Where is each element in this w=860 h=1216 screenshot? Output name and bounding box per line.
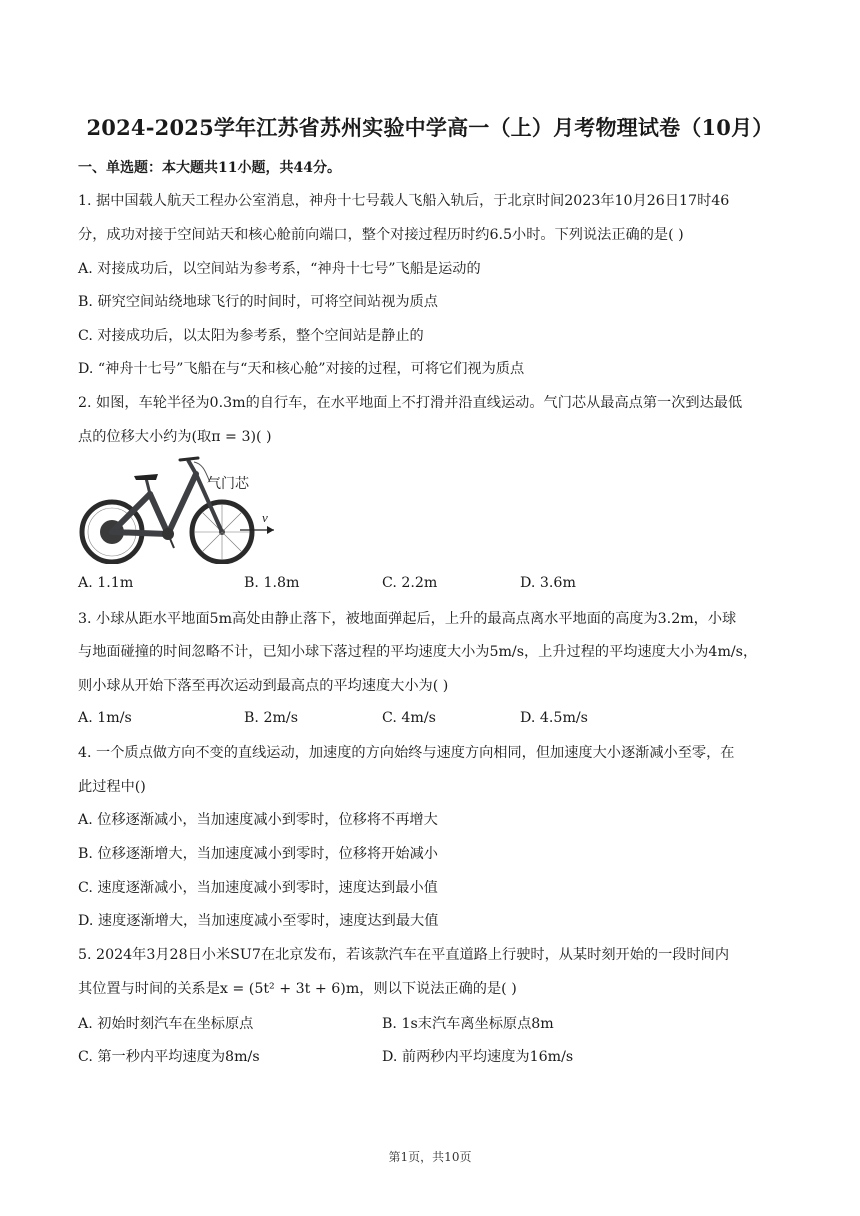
q1-stem-line2: 分，成功对接于空间站天和核心舱前向端口，整个对接过程历时约6.5小时。下列说法正确的是( ) xyxy=(78,227,684,243)
q5-option-b: B. 1s末汽车离坐标原点8m xyxy=(382,1016,554,1032)
q5-stem-line2: 其位置与时间的关系是x = (5t² + 3t + 6)m，则以下说法正确的是( ) xyxy=(78,981,517,997)
q1-option-c: C. 对接成功后，以太阳为参考系，整个空间站是静止的 xyxy=(78,328,424,344)
q2-stem-line1: 2. 如图，车轮半径为0.3m的自行车，在水平地面上不打滑并沿直线运动。气门芯从最高点第一次到达最低 xyxy=(78,395,743,411)
exam-title: 2024-2025学年江苏省苏州实验中学高一（上）月考物理试卷（10月） xyxy=(86,115,774,140)
page-footer: 第1页，共10页 xyxy=(388,1150,472,1164)
q4-stem-line1: 4. 一个质点做方向不变的直线运动，加速度的方向始终与速度方向相同，但加速度大小逐渐减小至零，在 xyxy=(78,745,735,761)
section-heading: 一、单选题：本大题共11小题，共44分。 xyxy=(78,160,341,176)
q3-option-d: D. 4.5m/s xyxy=(520,710,588,726)
valve-core-label: 气门芯 xyxy=(207,477,249,492)
q5-option-c: C. 第一秒内平均速度为8m/s xyxy=(78,1049,260,1065)
q3-option-c: C. 4m/s xyxy=(382,710,436,726)
q2-option-a: A. 1.1m xyxy=(78,575,134,591)
q5-option-d: D. 前两秒内平均速度为16m/s xyxy=(382,1049,574,1065)
q2-option-d: D. 3.6m xyxy=(520,575,576,591)
q2-option-b: B. 1.8m xyxy=(244,575,300,591)
q4-option-c: C. 速度逐渐减小，当加速度减小到零时，速度达到最小值 xyxy=(78,880,438,896)
q2-option-c: C. 2.2m xyxy=(382,575,438,591)
q1-option-d: D. “神舟十七号”飞船在与“天和核心舱”对接的过程，可将它们视为质点 xyxy=(78,361,525,377)
bicycle-figure xyxy=(76,454,286,564)
q5-stem-line1: 5. 2024年3月28日小米SU7在北京发布，若该款汽车在平直道路上行驶时，从某时刻开始的一段时间内 xyxy=(78,947,730,963)
q4-option-a: A. 位移逐渐减小，当加速度减小到零时，位移将不再增大 xyxy=(78,812,438,828)
q4-stem-line2: 此过程中() xyxy=(78,779,146,795)
q3-stem-line2: 与地面碰撞的时间忽略不计，已知小球下落过程的平均速度大小为5m/s，上升过程的平均速度大小为4m/s， xyxy=(78,644,758,660)
q4-option-d: D. 速度逐渐增大，当加速度减小至零时，速度达到最大值 xyxy=(78,913,439,929)
q4-option-b: B. 位移逐渐增大，当加速度减小到零时，位移将开始减小 xyxy=(78,846,438,862)
q3-option-b: B. 2m/s xyxy=(244,710,298,726)
q1-option-a: A. 对接成功后，以空间站为参考系，“神舟十七号”飞船是运动的 xyxy=(78,261,481,277)
q1-option-b: B. 研究空间站绕地球飞行的时间时，可将空间站视为质点 xyxy=(78,294,438,310)
q3-stem-line1: 3. 小球从距水平地面5m高处由静止落下，被地面弹起后，上升的最高点离水平地面的高度为3.2m，小球 xyxy=(78,611,737,627)
q5-option-a: A. 初始时刻汽车在坐标原点 xyxy=(78,1016,254,1032)
q3-option-a: A. 1m/s xyxy=(78,710,132,726)
velocity-label: v xyxy=(262,510,268,525)
q1-stem-line1: 1. 据中国载人航天工程办公室消息，神舟十七号载人飞船入轨后，于北京时间2023年10月26日17时46 xyxy=(78,193,730,209)
q3-stem-line3: 则小球从开始下落至再次运动到最高点的平均速度大小为( ) xyxy=(78,678,449,694)
q2-stem-line2: 点的位移大小约为(取π = 3)( ) xyxy=(78,429,272,445)
